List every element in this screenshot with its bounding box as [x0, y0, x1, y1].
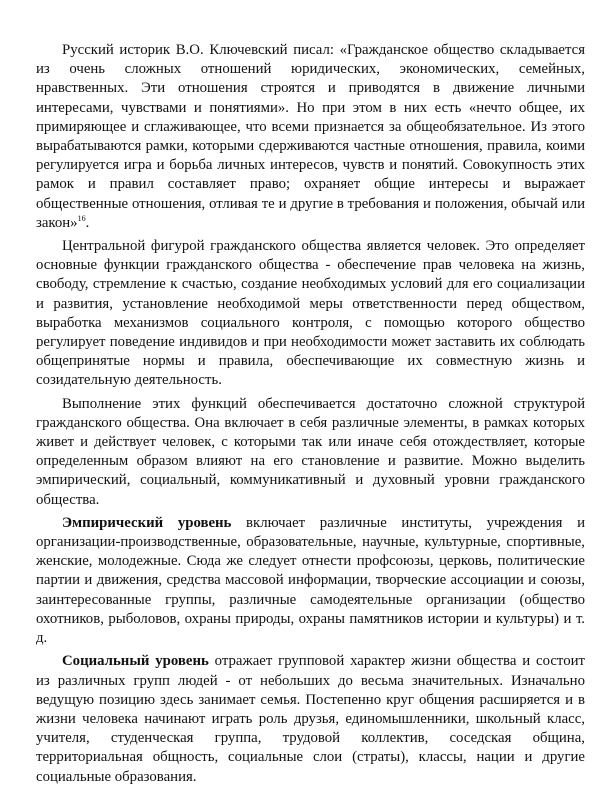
paragraph-text: включает различные институты, учреждения и организации-производственные, образовательные, научные, культурные, спортивные, женские, молодежные. Сюда же следует отнести профсоюзы, церковь, политические партии и движения, средства массовой информации, творческие ассоциации и союзы, заинтересованные группы, различные самодеятельные организации (общество охотников, рыболовов, охраны природы, охраны памятников истории и культуры) и т. д.: [36, 514, 585, 647]
paragraph-text: Центральной фигурой гражданского общества является человек. Это определяет основные функции гражданского общества - обеспечение прав человека на жизнь, свободу, стремление к счастью, создание необходимых условий для его социализации и развития, установление необходимой меры ответственности перед обществом, выработка механизмов социального контроля, с помощью которого общество регулирует поведение индивидов и при необходимости может заставить их соблюдать общепринятые нормы и правила, обеспечивающие их совместную жизнь и созидательную деятельность.: [36, 238, 585, 389]
paragraph-klyuchevsky-quote: [36, 41, 585, 233]
paragraph-text: Выполнение этих функций обеспечивается достаточно сложной структурой гражданского общества. Она включает в себя различные элементы, в рамках которых живет и действует человек, с которыми так или иначе себя отождествляет, которые определенным образом влияют на его становление и развитие. Можно выделить эмпирический, социальный, коммуникативный и духовный уровни гражданского общества.: [36, 395, 585, 508]
document-body: [36, 41, 585, 787]
paragraph-text: отражает групповой характер жизни общества и состоит из различных групп людей - от небольших до весьма значительных. Изначально ведущую позицию здесь занимает семья. Постепенно круг общения расширяется и в жизни человека начинают играть роль друзья, единомышленники, школьный класс, учителя, студенческая группа, трудовой коллектив, соседская община, территориальная общность, социальные слои (страты), классы, нации и другие социальные образования.: [36, 653, 585, 785]
paragraph-end: .: [85, 214, 90, 231]
paragraph-structure: [36, 395, 585, 510]
footnote-ref: 16: [77, 213, 86, 223]
paragraph-text: Русский историк В.О. Ключевский писал: «Гражданское общество складывается из очень сложных отношений юридических, экономических, семейных, нравственных. Эти отношения строятся и приводятся в движение личными интересами, чувствами и понятиями». Но при этом в них есть «нечто общее, их примиряющее и сглаживающее, что всеми признается за общеобязательное. Из этого вырабатываются рамки, которыми сдерживаются частные отношения, правила, коими регулируется игра и борьба личных интересов, чувств и понятий. Совокупность этих рамок и правил составляет право; охраняет общие интересы и выражает общественные отношения, отливая те и другие в требования и положения, обычай или закон»: [36, 42, 585, 231]
term-social-level: Социальный уровень: [62, 653, 209, 670]
paragraph-central-figure: [36, 237, 585, 391]
term-empirical-level: Эмпирический уровень: [62, 514, 232, 531]
paragraph-social-level: [36, 652, 585, 786]
paragraph-empirical-level: [36, 514, 585, 648]
